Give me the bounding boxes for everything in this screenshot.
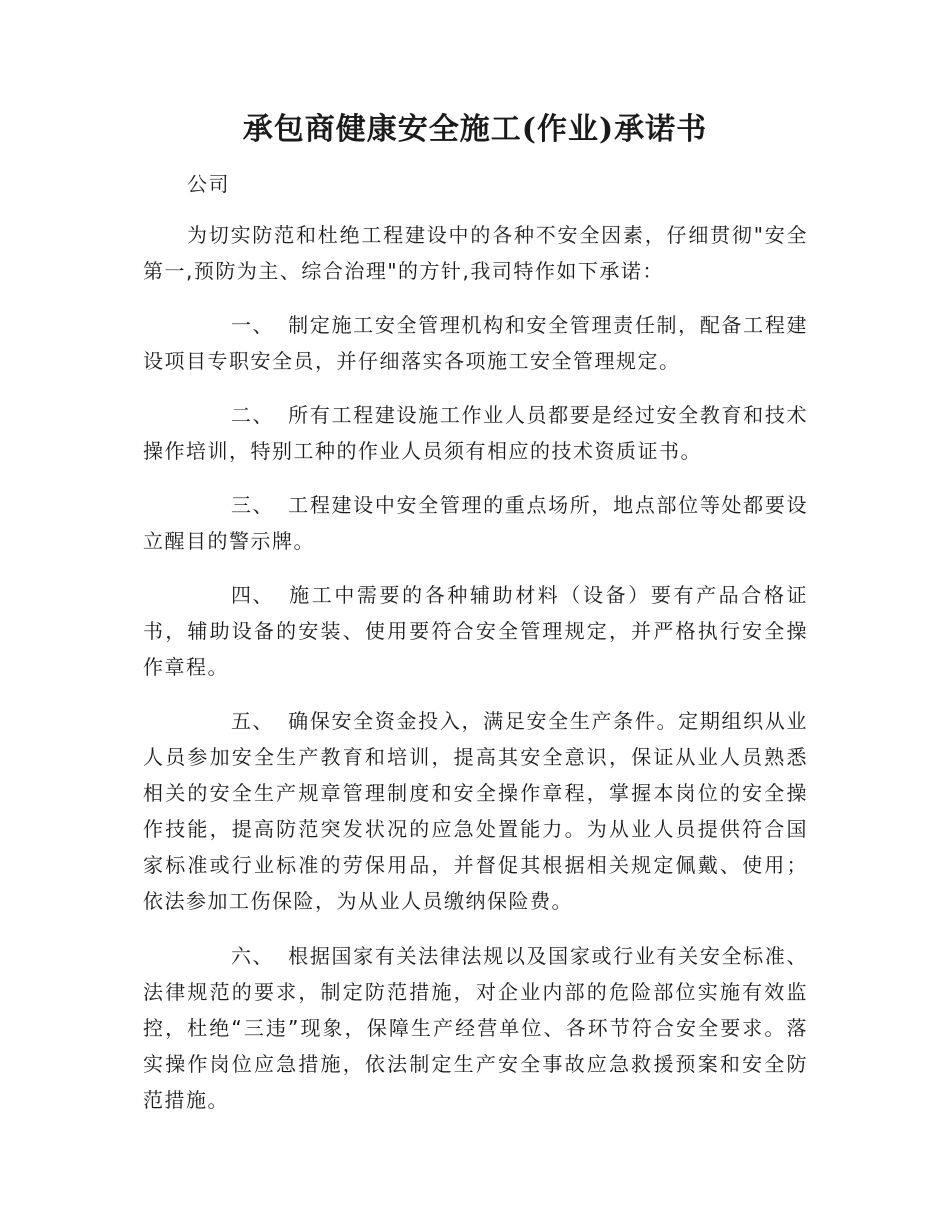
commitment-item-3 <box>143 487 808 559</box>
item-number: 四、 <box>231 583 274 607</box>
item-number: 五、 <box>231 709 274 733</box>
document-title: 承包商健康安全施工(作业)承诺书 <box>242 112 708 147</box>
item-text: 施工中需要的各种辅助材料（设备）要有产品合格证书，辅助设备的安装、使用要符合安全管理规定，并严格执行安全操作章程。 <box>143 583 808 679</box>
item-number: 一、 <box>231 313 274 337</box>
commitment-item-6 <box>143 938 808 1118</box>
item-text: 工程建设中安全管理的重点场所，地点部位等处都要设立醒目的警示牌。 <box>143 493 808 553</box>
item-text: 制定施工安全管理机构和安全管理责任制，配备工程建设项目专职安全员，并仔细落实各项施工安全管理规定。 <box>143 313 808 373</box>
item-text: 确保安全资金投入，满足安全生产条件。定期组织从业人员参加安全生产教育和培训，提高其安全意识，保证从业人员熟悉相关的安全生产规章管理制度和安全操作章程，掌握本岗位的安全操作技能，提高防范突发状况的应急处置能力。为从业人员提供符合国家标准或行业标准的劳保用品，并督促其根据相关规定佩戴、使用；依法参加工伤保险，为从业人员缴纳保险费。 <box>143 709 808 913</box>
item-text: 根据国家有关法律法规以及国家或行业有关安全标准、法律规范的要求，制定防范措施，对企业内部的危险部位实施有效监控，杜绝“三违”现象，保障生产经营单位、各环节符合安全要求。落实操作岗位应急措施，依法制定生产安全事故应急救援预案和安全防范措施。 <box>143 944 808 1112</box>
commitment-item-4 <box>143 577 808 685</box>
item-number: 二、 <box>231 403 274 427</box>
commitment-item-5 <box>143 703 808 919</box>
item-text: 所有工程建设施工作业人员都要是经过安全教育和技术操作培训，特别工种的作业人员须有相应的技术资质证书。 <box>143 403 808 463</box>
commitment-item-2 <box>143 397 808 469</box>
addressee: 公司 <box>187 172 230 196</box>
intro-paragraph: 为切实防范和杜绝工程建设中的各种不安全因素，仔细贯彻"安全第一,预防为主、综合治理"的方针,我司特作如下承诺： <box>143 223 808 283</box>
commitment-item-1 <box>143 307 808 379</box>
item-number: 三、 <box>231 493 274 517</box>
item-number: 六、 <box>231 944 274 968</box>
